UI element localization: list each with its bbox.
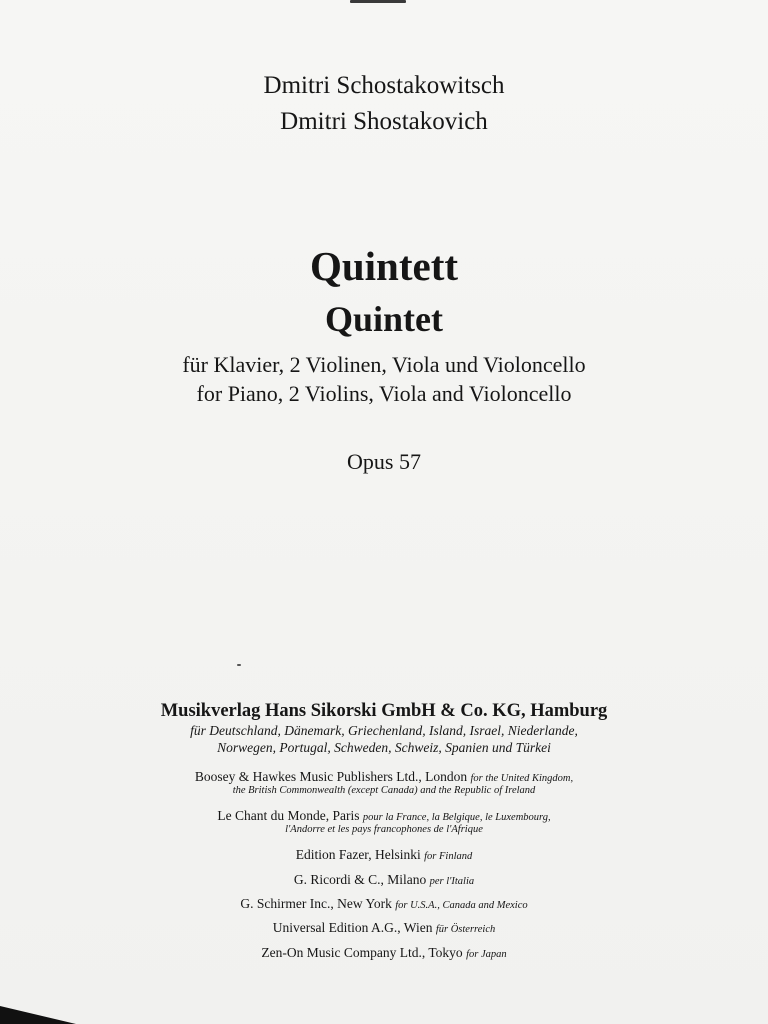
opus-number: Opus 57: [347, 449, 421, 474]
distributor-territory: for Finland: [424, 851, 473, 862]
distributor-boosey: [0, 769, 768, 785]
composer-name-english: Dmitri Shostakovich: [280, 108, 488, 135]
distributor-territory: per l'Italia: [429, 876, 475, 887]
composer-name-german: Dmitri Schostakowitsch: [263, 72, 505, 99]
work-title-german: Quintett: [309, 243, 459, 289]
distributor-ricordi: [0, 872, 768, 888]
publisher-name: Musikverlag Hans Sikorski GmbH & Co. KG, Hamburg: [160, 701, 608, 721]
distributor-territory: für Österreich: [435, 924, 496, 935]
distributor-name: G. Schirmer Inc., New York: [240, 896, 392, 911]
distributor-name: Le Chant du Monde, Paris: [217, 808, 360, 823]
distributor-fazer: [0, 847, 768, 863]
distributor-chant-du-monde: [0, 808, 768, 824]
distributor-schirmer: [0, 896, 768, 912]
scan-corner-shadow: [0, 1006, 76, 1024]
distributor-name: Boosey & Hawkes Music Publishers Ltd., London: [194, 769, 468, 784]
distributor-territory: pour la France, la Belgique, le Luxembourg,: [362, 812, 551, 823]
distributor-chant-territory-cont: l'Andorre et les pays francophones de l'Afrique: [285, 824, 483, 835]
distributor-universal-edition: [0, 920, 768, 936]
distributor-territory: for U.S.A., Canada and Mexico: [395, 900, 528, 911]
distributor-boosey-territory-cont: the British Commonwealth (except Canada) and the Republic of Ireland: [232, 785, 536, 796]
distributor-name: Zen-On Music Company Ltd., Tokyo: [261, 945, 463, 960]
distributor-territory: for Japan: [466, 949, 507, 960]
instrumentation-german: für Klavier, 2 Violinen, Viola und Violoncello: [182, 352, 586, 377]
distributor-name: Universal Edition A.G., Wien: [272, 920, 433, 935]
instrumentation-english: for Piano, 2 Violins, Viola and Violoncello: [196, 381, 572, 406]
work-title-english: Quintet: [324, 299, 443, 339]
scan-edge-mark: [350, 0, 406, 3]
distributor-name: Edition Fazer, Helsinki: [295, 847, 421, 862]
scan-speck: [237, 664, 241, 666]
publisher-territory-line-1: für Deutschland, Dänemark, Griechenland, Island, Israel, Niederlande,: [190, 723, 578, 738]
distributor-name: G. Ricordi & C., Milano: [293, 872, 427, 887]
distributor-territory: for the United Kingdom,: [470, 773, 574, 784]
distributor-zen-on: [0, 945, 768, 961]
publisher-territory-line-2: Norwegen, Portugal, Schweden, Schweiz, Spanien und Türkei: [217, 740, 551, 755]
